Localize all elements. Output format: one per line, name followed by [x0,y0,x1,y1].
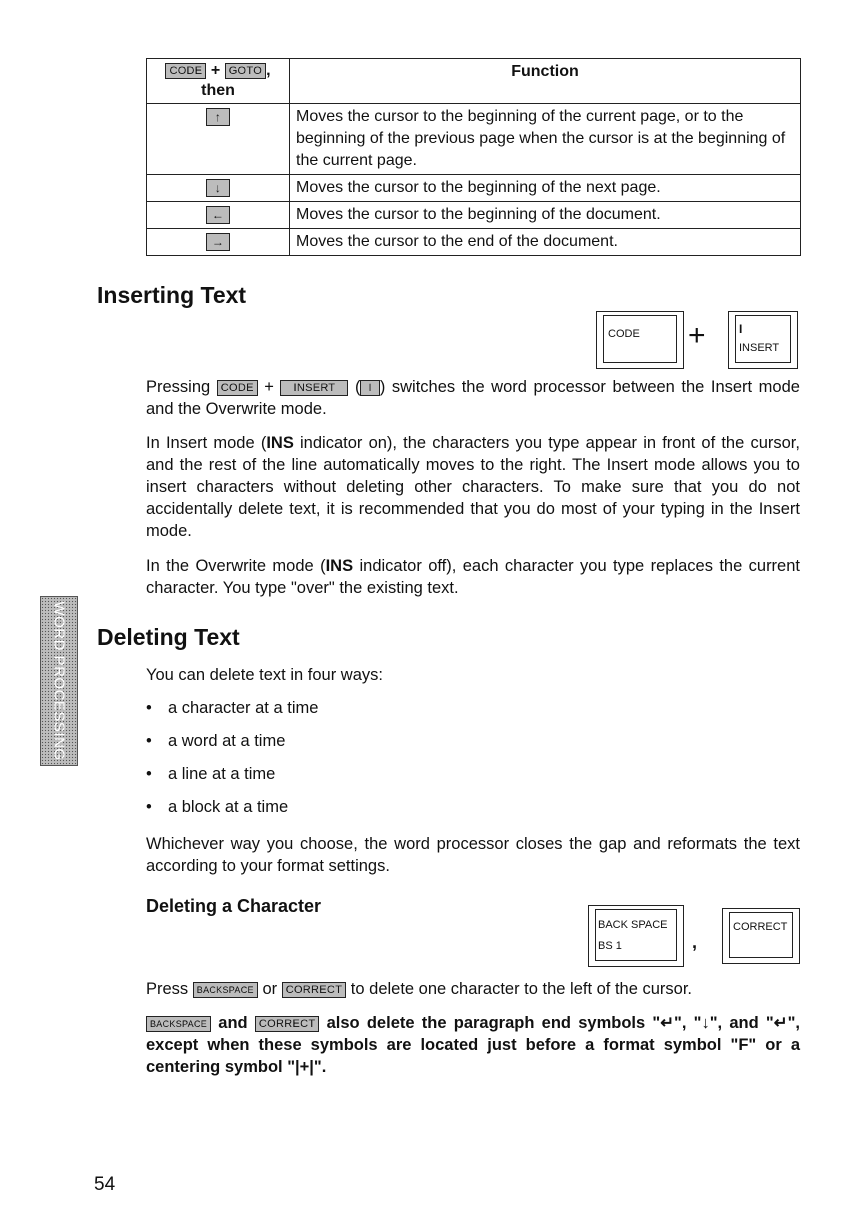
row-text: Moves the cursor to the end of the document. [290,229,801,256]
section-side-tab [40,596,78,766]
key-header-cell [147,59,290,104]
row-text: Moves the cursor to the beginning of the document. [290,202,801,229]
code-key-label: CODE [608,328,640,340]
insert-key-inline: INSERT [280,380,348,396]
row-text: Moves the cursor to the beginning of the next page. [290,175,801,202]
table-row [147,175,801,202]
table-row [147,202,801,229]
deleting-heading: Deleting Text [97,624,240,650]
goto-key: GOTO [225,63,266,79]
function-table [146,58,801,256]
code-key: CODE [165,63,206,79]
backspace-key-top-label: BACK SPACE [598,919,668,931]
insert-key-bottom-label: INSERT [739,342,780,354]
correct-key-large [722,908,800,964]
code-key-large [596,311,684,369]
list-item: • a character at a time [146,697,318,730]
then-label: then [201,82,235,99]
insert-key-top-label: I [739,322,743,336]
inserting-paragraph-3: In the Overwrite mode (INS indicator off), each character you type replaces the current character. You type "over" the existing text. [146,557,800,597]
right-arrow-key-icon: → [206,233,230,251]
code-key-inline: CODE [217,380,258,396]
table-row [147,104,801,175]
deleting-intro: You can delete text in four ways: [146,666,383,684]
comma: , [266,62,271,79]
correct-key-inline: CORRECT [255,1016,320,1032]
i-key-inline: I [360,380,379,396]
correct-key-label: CORRECT [733,921,788,933]
inserting-heading: Inserting Text [97,282,247,308]
side-tab-label: WORD PROCESSING [50,601,68,761]
comma-separator: , [692,932,698,952]
left-arrow-key-icon: ← [206,206,230,224]
deleting-paragraph-2: BACKSPACE and CORRECT also delete the paragraph end symbols "↵", "↓", and "↵", except when these symbols are located just before a format symbol "F" or a centering symbol "|+|". [146,1014,800,1076]
up-arrow-key-icon: ↑ [206,108,230,126]
page-number: 54 [94,1174,116,1195]
down-arrow-key-icon: ↓ [206,179,230,197]
correct-key-inline: CORRECT [282,982,347,998]
deleting-list [146,697,318,829]
list-item: • a word at a time [146,730,318,763]
plus-sign-large: + [688,319,706,352]
inserting-paragraph-1: Pressing CODE + INSERT ( I ) switches the word processor between the Insert mode and the Overwrite mode. [146,378,800,418]
deleting-paragraph-1: Press BACKSPACE or CORRECT to delete one character to the left of the cursor. [146,980,693,998]
backspace-key-inline: BACKSPACE [146,1016,211,1032]
function-header: Function [290,59,801,104]
table-header-row [147,59,801,104]
backspace-key-inline: BACKSPACE [193,982,258,998]
list-item: • a block at a time [146,796,318,829]
row-text: Moves the cursor to the beginning of the current page, or to the beginning of the previous page when the cursor is at the beginning of the current page. [290,104,801,175]
backspace-key-bottom-label: BS 1 [598,940,622,952]
list-item: • a line at a time [146,763,318,796]
deleting-after: Whichever way you choose, the word processor closes the gap and reformats the text according to your format settings. [146,835,800,875]
plus-sign: + [210,62,221,79]
deleting-character-subheading: Deleting a Character [146,896,322,916]
inserting-paragraph-2: In Insert mode (INS indicator on), the characters you type appear in front of the cursor, and the rest of the line automatically moves to the right. The Insert mode allows you to insert characters without deleting other characters. To make sure that you do not accidentally delete text, it is recommended that you do most of your typing in the Insert mode. [146,434,800,540]
backspace-key-large [588,905,684,967]
insert-key-large [728,311,798,369]
table-row [147,229,801,256]
